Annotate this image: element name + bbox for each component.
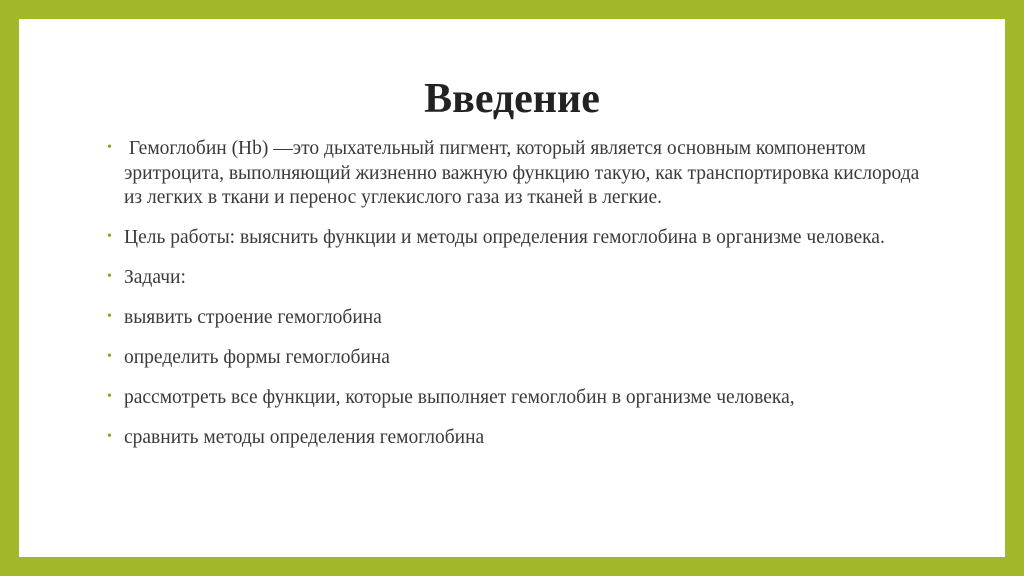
- bullet-list: [104, 137, 934, 466]
- bullet-text: сравнить методы определения гемоглобина: [124, 427, 485, 448]
- slide-title: Введение: [424, 76, 600, 122]
- bullet-text: Цель работы: выяснить функции и методы определения гемоглобина в организме человека.: [124, 227, 885, 248]
- slide: [19, 19, 1005, 557]
- bullet-item-task-functions: [104, 386, 934, 411]
- bullet-text: Гемоглобин (Hb) —это дыхательный пигмент, который является основным компонентом эритроцита, выполняющий жизненно важную функцию такую, как транспортировка кислорода из легких в ткани и перенос углекислого газа из тканей в легкие.: [124, 138, 925, 208]
- bullet-item-task-methods: [104, 426, 934, 451]
- bullet-dot-icon: •: [107, 349, 112, 364]
- bullet-item-goal: [104, 226, 934, 251]
- bullet-dot-icon: •: [107, 389, 112, 404]
- bullet-item-task-forms: [104, 346, 934, 371]
- bullet-text: выявить строение гемоглобина: [124, 307, 382, 328]
- bullet-text: Задачи:: [124, 267, 186, 288]
- bullet-dot-icon: •: [107, 229, 112, 244]
- bullet-dot-icon: •: [107, 269, 112, 284]
- bullet-dot-icon: •: [107, 309, 112, 324]
- bullet-text: определить формы гемоглобина: [124, 347, 390, 368]
- bullet-dot-icon: •: [107, 140, 112, 155]
- bullet-item-intro: [104, 137, 934, 211]
- bullet-dot-icon: •: [107, 429, 112, 444]
- bullet-text: рассмотреть все функции, которые выполняет гемоглобин в организме человека,: [124, 387, 795, 408]
- bullet-item-task-structure: [104, 306, 934, 331]
- bullet-item-tasks: [104, 266, 934, 291]
